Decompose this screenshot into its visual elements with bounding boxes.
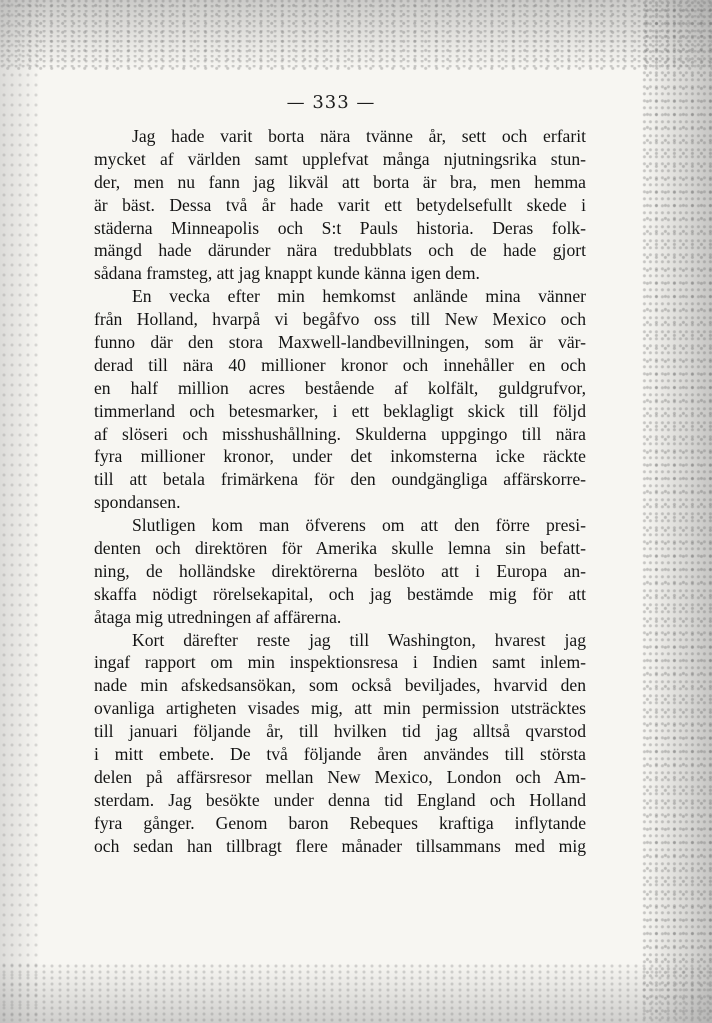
text-line: Kort därefter reste jag till Washington, hvarest jag <box>132 629 586 650</box>
text-line: spondansen. <box>94 492 181 513</box>
text-line: ovanliga artigheten visades mig, att min permission utsträcktes <box>94 698 586 719</box>
text-line: En vecka efter min hemkomst anlände mina vänner <box>132 286 586 307</box>
text-line: funno där den stora Maxwell-landbevillningen, som är vär- <box>94 332 586 353</box>
text-line: delen på affärsresor mellan New Mexico, London och Am- <box>94 766 586 787</box>
text-line: Jag hade varit borta nära tvänne år, sett och erfarit <box>132 126 586 146</box>
page-number: — 333 — <box>286 92 376 113</box>
text-line: fyra millioner kronor, under det inkomsterna icke räckte <box>94 446 586 467</box>
text-line: der, men nu fann jag likväl att borta är bra, men hemma <box>94 171 586 192</box>
text-line: sterdam. Jag besökte under denna tid England och Holland <box>94 789 586 810</box>
text-line: mängd hade därunder nära tredubblats och de hade gjort <box>94 240 586 261</box>
text-line: sådana framsteg, att jag knappt kunde känna igen dem. <box>94 263 480 284</box>
page-edge-stain-right <box>642 0 712 1023</box>
page-edge-stain-bottom <box>0 963 712 1023</box>
text-line: Slutligen kom man öfverens om att den förre presi- <box>132 515 586 536</box>
text-line: och sedan han tillbragt flere månader tillsammans med mig <box>94 835 586 856</box>
text-line: skaffa nödigt rörelsekapital, och jag bestämde mig för att <box>94 583 586 604</box>
text-line: mycket af världen samt upplefvat många njutningsrika stun- <box>94 148 586 169</box>
text-line: fyra gånger. Genom baron Rebeques kraftiga inflytande <box>94 812 586 833</box>
text-line: denten och direktören för Amerika skulle lemna sin befatt- <box>94 538 586 559</box>
text-line: derad till nära 40 millioner kronor och innehåller en och <box>94 354 586 375</box>
text-line: timmerland och betesmarker, i ett beklagligt skick till följd <box>94 400 586 421</box>
text-line: af slöseri och misshushållning. Skulderna uppgingo till nära <box>94 423 586 444</box>
text-line: en half million acres bestående af kolfält, guldgrufvor, <box>94 377 586 398</box>
text-line: i mitt embete. De två följande åren användes till största <box>94 744 586 765</box>
text-line: städerna Minneapolis och S:t Pauls historia. Deras folk- <box>94 217 586 238</box>
text-line: till januari följande år, till hvilken tid jag alltså qvarstod <box>94 721 586 742</box>
text-line: är bäst. Dessa två år hade varit ett betydelsefullt skede i <box>94 194 586 215</box>
text-line: från Holland, hvarpå vi begåfvo oss till New Mexico och <box>94 309 586 330</box>
text-line: nade min afskedsansökan, som också beviljades, hvarvid den <box>94 675 586 696</box>
page-edge-stain-top <box>0 0 712 70</box>
text-line: till att betala frimärkena för den oundgängliga affärskorre- <box>94 469 586 490</box>
text-line: ning, de holländske direktörerna beslöto att i Europa an- <box>94 560 586 581</box>
body-text <box>94 125 586 858</box>
page-edge-stain-left <box>0 0 40 1023</box>
text-line: åtaga mig utredningen af affärerna. <box>94 606 342 627</box>
text-line: ingaf rapport om min inspektionsresa i Indien samt inlem- <box>94 652 586 673</box>
